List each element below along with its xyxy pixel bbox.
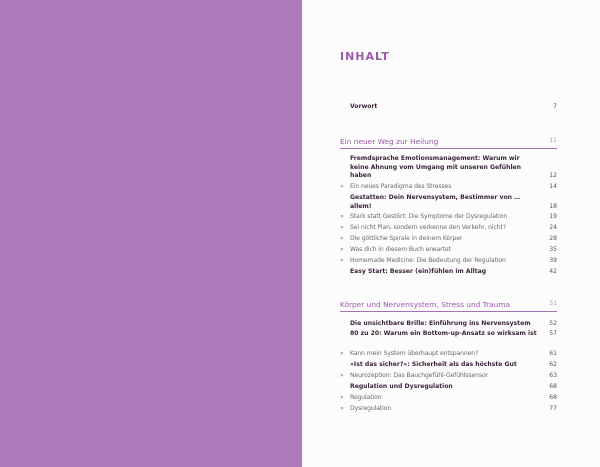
toc-entry-page: 12 xyxy=(549,172,557,179)
chevron-right-icon: » xyxy=(340,213,344,220)
toc-entry[interactable] xyxy=(350,361,557,370)
toc-entry-page: 28 xyxy=(549,235,557,242)
toc-entry-page: 42 xyxy=(549,268,557,275)
toc-entry-label: Dysregulation xyxy=(350,405,392,412)
toc-entry-page: 18 xyxy=(549,202,557,210)
chevron-right-icon: » xyxy=(340,257,344,264)
toc-entry[interactable] xyxy=(350,268,557,277)
section-divider xyxy=(340,311,557,312)
toc-entry-label: Fremdsprache Emotionsmanagement: Warum wir keine Ahnung vom Umgang mit unseren Gefühlen haben xyxy=(350,155,522,179)
section-title-1[interactable] xyxy=(340,137,557,146)
toc-entry-page: 68 xyxy=(549,394,557,401)
toc-entry-label: Die unsichtbare Brille: Einführung ins Nervensystem xyxy=(350,320,531,327)
toc-entry-page: 19 xyxy=(549,213,557,220)
toc-entry-label: Easy Start: Besser (ein)fühlen im Alltag xyxy=(350,268,487,275)
toc-entry-label: Regulation xyxy=(350,394,382,401)
toc-entry-page: 35 xyxy=(549,246,557,253)
toc-entry-label: Neurozeption: Das Bauchgefühl-Gefühlssensor xyxy=(350,372,488,379)
toc-entry[interactable] xyxy=(350,194,557,211)
toc-entry-label: Homemade Medicine: Die Bedeutung der Regulation xyxy=(350,257,506,264)
toc-entry[interactable] xyxy=(340,224,557,233)
toc-entry-page: 24 xyxy=(549,224,557,231)
section-page: 51 xyxy=(549,300,557,307)
toc-entry[interactable] xyxy=(350,383,557,392)
toc-entry-label: Die göttliche Spirale in deinem Körper xyxy=(350,235,463,242)
toc-entry[interactable] xyxy=(340,405,557,414)
toc-entry[interactable] xyxy=(340,394,557,403)
toc-entry-label: Stark statt Gestört: Die Symptome der Dysregulation xyxy=(350,213,508,220)
toc-entry-label: Sei nicht Plan, sondern verkenne den Verkehr, nicht? xyxy=(350,224,506,231)
toc-entry-page: 14 xyxy=(549,183,557,190)
toc-entry-page: 68 xyxy=(549,383,557,390)
toc-entry[interactable] xyxy=(340,246,557,255)
toc-entry-page: 62 xyxy=(549,361,557,368)
toc-entry[interactable] xyxy=(340,183,557,192)
toc-entry-page: 39 xyxy=(549,257,557,264)
toc-entry-page: 77 xyxy=(549,405,557,412)
toc-entry[interactable] xyxy=(340,372,557,381)
toc-entry[interactable] xyxy=(350,320,557,329)
section-divider xyxy=(340,148,557,149)
chevron-right-icon: » xyxy=(340,183,344,190)
toc-entry-label: Ein neues Paradigma des Stresses xyxy=(350,183,452,190)
toc-entry-page: 7 xyxy=(553,103,557,110)
toc-entry[interactable] xyxy=(340,350,557,359)
toc-entry-label: Vorwort xyxy=(350,103,378,110)
section-title-label: Körper und Nervensystem, Stress und Trauma xyxy=(340,300,511,309)
toc-entry-page: 57 xyxy=(549,330,557,337)
chevron-right-icon: » xyxy=(340,405,344,412)
chevron-right-icon: » xyxy=(340,372,344,379)
toc-entry[interactable] xyxy=(350,155,557,181)
section-title-label: Ein neuer Weg zur Heilung xyxy=(340,137,439,146)
toc-entry-label: »Ist das sicher?«: Sicherheit als das höchste Gut xyxy=(350,361,517,368)
toc-entry[interactable] xyxy=(340,235,557,244)
toc-entry-page: 63 xyxy=(549,372,557,379)
toc-entry-page: 61 xyxy=(549,350,557,357)
section-title-2[interactable] xyxy=(340,300,557,309)
toc-entry-label: Kann mein System überhaupt entspannen? xyxy=(350,350,479,357)
chevron-right-icon: » xyxy=(340,246,344,253)
chevron-right-icon: » xyxy=(340,394,344,401)
chevron-right-icon: » xyxy=(340,224,344,231)
toc-heading: INHALT xyxy=(340,50,390,63)
toc-entry[interactable] xyxy=(340,213,557,222)
toc-entry-label: 80 zu 20: Warum ein Bottom-up-Ansatz so wirksam ist xyxy=(350,330,537,337)
toc-entry-label: Gestatten: Dein Nervensystem, Bestimmer von … allem! xyxy=(350,194,521,210)
toc-entry-label: Regulation und Dysregulation xyxy=(350,383,453,390)
toc-entry-label: Was dich in diesem Buch erwartet xyxy=(350,246,451,253)
section-page: 11 xyxy=(549,137,557,144)
toc-entry[interactable] xyxy=(350,330,557,339)
toc-entry-page: 52 xyxy=(549,320,557,327)
toc-entry-preface[interactable] xyxy=(350,103,557,112)
chevron-right-icon: » xyxy=(340,350,344,357)
toc-entry[interactable] xyxy=(340,257,557,266)
chevron-right-icon: » xyxy=(340,235,344,242)
